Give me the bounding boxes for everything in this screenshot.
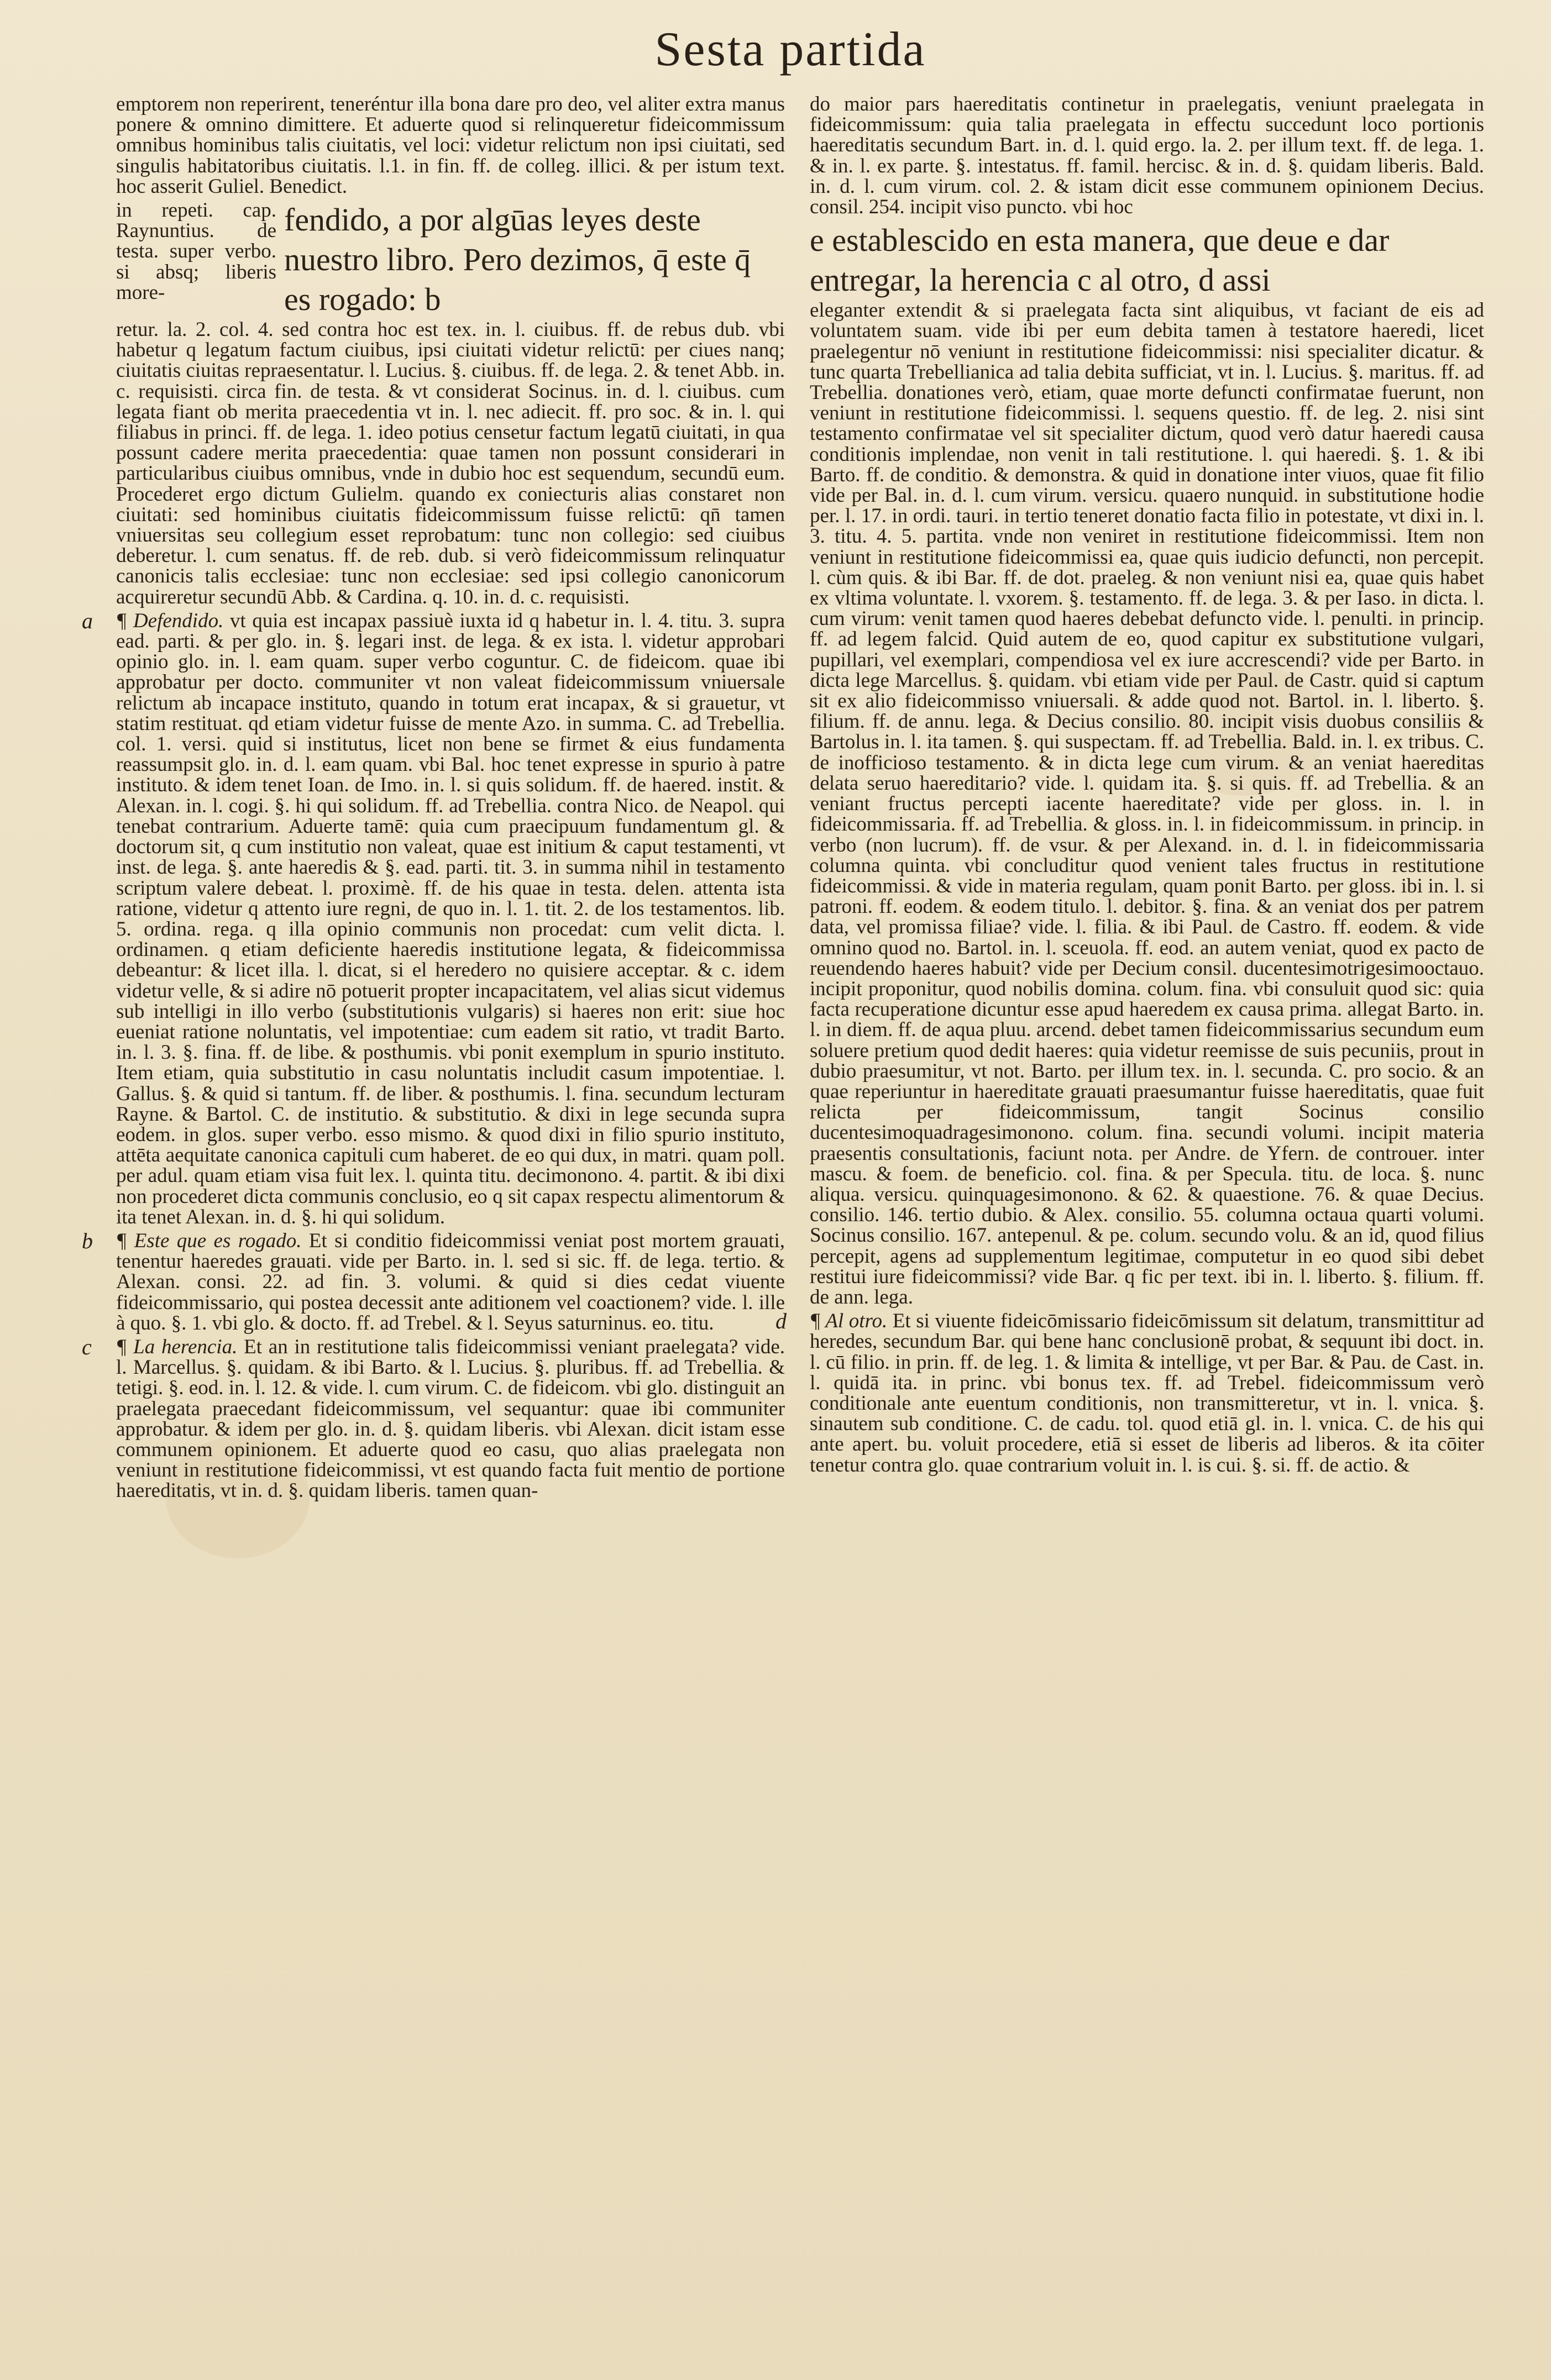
right-column: [776, 93, 1485, 2260]
footnote-text: Et si conditio fideicommissi veniat post mortem grauati, tenentur haeredes grauati. vide per Barto. in. l. sed si sic. ff. de lega. tertio. & Alexan. consi. 22. ad fin. 3. volumi. & quid si dies cedat viuente fideicommissario, qui postea decessit ante aditionem vel coactionem? vide. l. ille à quo. §. 1. vbi glo. & docto. ff. ad Trebel. & l. Seyus saturninus. eo. titu.: [116, 1229, 785, 1335]
footnote-lemma: ¶ Defendido.: [116, 609, 224, 632]
gloss-paragraph: do maior pars haereditatis continetur in praelegatis, veniunt praelegata in fideicommissum: quia talia praelegata in effectu succedunt loco portionis haereditatis secundum Bart. in. d. l. quid ergo. la. 2. per illum text. ff. de lega. 1. & in. l. ex parte. §. intestatus. ff. famil. hercisc. & in. d. §. quidam liberis. Bald. in. d. l. cum virum. col. 2. & istam dicit esse communem opinionem Decius. consil. 254. incipit viso puncto. vbi hoc: [810, 93, 1484, 219]
footnote-label: c: [82, 1334, 92, 1359]
gloss-paragraph: emptorem non reperirent, teneréntur illa bona dare pro deo, vel aliter extra manus ponere & omnino dimittere. Et aduerte quod si relinqueretur fideicommissum omnibus hominibus talis ciuitatis, vel loci: videtur relictum non ipsi ciuitati, sed singulis habitatoribus ciuitatis. l.1. in fin. ff. de colleg. illici. & per istum text. hoc asserit Guliel. Benedict.: [116, 93, 785, 198]
footnote-label: a: [82, 608, 93, 633]
footnote-d: [776, 1309, 1485, 1477]
main-text: e establescido en esta manera, que deue e dar entregar, la herencia c al otro, d assi: [810, 222, 1390, 298]
footnote-c: [82, 1334, 785, 1502]
gloss-paragraph: eleganter extendit & si praelegata facta sint aliquibus, vt faciant de eis ad voluntatem suam. vide ibi per eum debita tamen à testatore haeredi, licet praelegentur nō veniunt in restitutione fideicommissi: nisi specialiter dicatur. & tunc quarta Trebellianica ad talia debita sufficiat, vt in. l. Lucius. §. maritus. ff. ad Trebellia. donationes verò, etiam, quae morte defuncti confirmatae fuerunt, non veniunt in restitutione fideicommissi. l. sequens questio. ff. de leg. 2. nisi sint testamento confirmatae vel sit specialiter dictum, quod verò datur haeredi causa conditionis implendae, non venit in tali restitutione. l. qui haeredi. §. 1. & ibi Barto. ff. de conditio. & demonstra. & quid in donatione inter viuos, quae fit filio vide per Bal. in. d. l. cum virum. versicu. quaero nunquid. in substitutione hodie per. l. 17. in ordi. tauri. in tertio teneret donatio facta filio in potestate, vt dixi in. l. 3. titu. 4. 5. partita. vnde non veniret in restitutione fideicommissi. Item non veniunt in restitutione fideicommissi ea, quae quis iudicio defuncti, non percepit. l. cùm quis. & ibi Bar. ff. de dot. praeleg. & non veniunt nisi ea, quae quis habet ex vltima voluntate. l. vxorem. §. testamento. ff. de lega. 3. & per Iaso. in dicta. l. cum virum: venit tamen quod haeres debebat defuncto vide. l. penulti. in princip. ff. ad legem falcid. Quid autem de eo, quod capitur ex substitutione vulgari, pupillari, vel exemplari, compendiosa vel ex iure accrescendi? vide per Barto. in dicta lege Marcellus. §. quidam. vbi etiam vide per Paul. de Castr. quid si captum sit ex alio fideicommisso vniuersali. & adde quod not. Bartol. in. l. liberto. §. filium. ff. de annu. lega. & Decius consilio. 80. incipit visis duobus consiliis & Bartolus in. l. ita tamen. §. qui suspectam. ff. ad Trebellia. Bald. in. l. ex tribus. C. de inofficioso testamento. & in dicta lege cum virum. & an veniat haereditas delata seruo haereditario? vide. l. quidam ita. §. si quis. ff. ad Trebellia. & an veniant fructus percepti iacente haereditate? vide per gloss. in. l. in fideicommissaria. ff. ad Trebellia. & gloss. in. l. in fideicommissum. in princip. in verbo (non lucrum). ff. de vsur. & per Alexand. in. d. l. in fideicommissaria columna quinta. vbi concluditur quod venient tales fructus in restitutione fideicommissi. & vide in materia regulam, quam ponit Barto. per gloss. ibi in. l. si patroni. ff. eodem. & eodem titulo. l. debitor. §. fina. & an veniat dos per patrem data, vel promissa filiae? vide. l. filia. & ibi Paul. de Castro. ff. eodem. & vide omnino quod no. Bartol. in. l. sceuola. ff. eod. an autem veniat, quod ex pacto de reuendendo haeres habuit? vide per Decium consil. ducentesimotrigesimooctauo. incipit proponitur, quod nobilis domina. colum. fina. vbi consuluit quod sic: quia facta recuperatione dicuntur esse apud haeredem ex causa prima. allegat Barto. in. l. in diem. ff. de aqua pluu. arcend. debet tamen fideicommissarius secundum eum soluere pretium quod dedit haeres: quia videtur reemisse de suis pecuniis, prout in dubio praesumitur, vt not. Barto. per illum tex. in. l. secunda. C. pro socio. & an quae reperiuntur in haereditate grauati praesumantur fuisse haereditatis, quae fuit relicta per fideicommissum, tangit Socinus consilio ducentesimoquadragesimonono. colum. fina. secundi volumi. incipit materia praesentis consultationis, faciunt nota. per Andre. de Yfern. de controuer. inter mascu. & foem. de beneficio. col. fina. & per Specula. titu. de loca. §. nunc aliqua. versicu. quinquagesimonono. & 62. & quaestione. 76. & quae Decius. consilio. 146. tertio dubio. & Alex. consilio. 55. columna octaua quarti volumi. Socinus consilio. 167. antepenul. & pe. colum. secundo volu. & an id, quod filius percepit, agens ad supplementum legitimae, computetur in eo quod sibi debet restitui iure fideicommissi? vide Bar. q fic per text. ibi in. l. liberto. §. filium. ff. de ann. lega.: [810, 299, 1484, 1309]
footnote-lemma: ¶ Al otro.: [810, 1310, 888, 1333]
main-text: fendido, a por algūas leyes deste nuestro libro. Pero dezimos, q̄ este q̄ es rogado: b: [284, 202, 751, 318]
main-text-row: [116, 200, 785, 319]
footnote-lemma: ¶ La herencia.: [116, 1335, 238, 1358]
gloss-paragraph: retur. la. 2. col. 4. sed contra hoc est tex. in. l. ciuibus. ff. de rebus dub. vbi habetur q legatum factum ciuibus, ipsi ciuitati videtur relictū: per ciues nanq; ciuitatis ciuitas repraesentatur. l. Lucius. §. ciuibus. ff. de lega. 2. & tenet Abb. in. c. requisisti. circa fin. de testa. & vt considerat Socinus. in. d. l. ciuibus. cum legata fiant ob merita praecedentia vt in. l. nec adiecit. ff. pro soc. & in. l. qui filiabus in princi. ff. de lega. 1. ideo potius censetur factum legatū ciuitati, in qua possunt cadere merita praecedentia: quae tamen non possunt considerari in particularibus ciuibus omnibus, vnde in dubio hoc est sequendum, secundū eum. Procederet ergo dictum Gulielm. quando ex coniecturis alias constaret non ciuitati: sed hominibus ciuitatis fideicommissum fuisse relictū: qn̄ tamen vniuersitas seu collegium esset reprobatum: tunc non collegio: sed ciuibus deberetur. l. cum senatus. ff. de reb. dub. si verò fideicommissum relinquatur canonicis talis ecclesiae: tunc non ecclesiae: sed ipsi collegio canonicorum acquireretur secundū Abb. & Cardina. q. 10. in. d. c. requisisti.: [116, 318, 785, 608]
footnote-lemma: ¶ Este que es rogado.: [116, 1229, 302, 1252]
footnote-label: d: [776, 1309, 787, 1334]
footnote-text: vt quia est incapax passiuè iuxta id q habetur in. l. 4. titu. 3. supra ead. parti. & per glo. in. §. legari inst. de lega. & ex ista. l. videtur approbari opinio glo. in. l. eam quam. super verbo coguntur. C. de fideicom. quae ibi approbatur per docto. communiter vt non valeat fideicommissum vniuersale relictum ab incapace instituto, quando in totum erat incapax, & si grauetur, vt statim restituat. qd etiam videtur fuisse de mente Azo. in summa. C. ad Trebellia. col. 1. versi. quid si institutus, licet non bene se firmet & eius fundamenta reassumpsit glo. in. d. l. eam quam. vbi Bal. hoc tenet expresse in spurio à patre instituto. & idem tenet Ioan. de Imo. in. l. si quis solidum. ff. de haered. instit. & Alexan. in. l. cogi. §. hi qui solidum. ff. ad Trebellia. contra Nico. de Neapol. qui tenebat contrarium. Aduerte tamē: quia cum praecipuum fundamentum gl. & doctorum sit, q cum institutio non valeat, quae est initium & caput testamenti, vt inst. de lega. §. ante haeredis & §. ead. parti. tit. 3. in summa nihil in testamento scriptum valere debeat. l. proximè. ff. de his quae in testa. delen. attenta ista ratione, videtur q attento iure regni, de quo in. l. 1. tit. 2. de los testamentos. lib. 5. ordina. rega. q illa opinio communis non procedat: cum velit dicta. l. ordinamen. q etiam deficiente haeredis institutione legata, & fideicommissa debeantur: & licet illa. l. dicat, si el heredero no quisiere acceptar. & c. idem videtur velle, & si adire nō potuerit propter incapacitatem, vel alias sicut videmus sub intelligi in illo verbo (substitutionis vulgaris) si haeres non erit: siue hoc eueniat ratione noluntatis, vel impotentiae: cum eadem sit ratio, vt tradit Barto. in. l. 3. §. fina. ff. de libe. & posthumis. vbi ponit exemplum in spurio instituto. Item etiam, quia substitutio in casu noluntatis includit casum impotentiae. l. Gallus. §. & quid si tantum. ff. de liber. & posthumis. l. fina. secundum lecturam Rayne. & Bartol. C. de institutio. & substitutio. & dixi in lege secunda supra eodem. in glos. super verbo. esso mismo. & quod dixi in filio spurio instituto, attēta aequitate canonica capituli cum haberet. de eo qui dux, in matri. quam poll. per adul. quam etiam visa fuit lex. l. quinta titu. decimonono. 4. partit. & ibi dixi non procederet dicta communis conclusio, eo q sit capax respectu alimentorum & ita tenet Alexan. in. d. §. hi qui solidum.: [116, 609, 785, 1228]
side-note: in repeti. cap. Raynuntius. de testa. super verbo. si absq; liberis more-: [116, 199, 276, 304]
footnote-text: Et an in restitutione talis fideicommissi veniant praelegata? vide. l. Marcellus. §. quidam. & ibi Barto. & l. Lucius. §. pluribus. ff. ad Trebellia. & tetigi. §. eod. in. l. 12. & vide. l. cum virum. C. de fideicom. vbi glo. distinguit an praelegata praecedant fideicommissum, vel sequantur: quae ibi communiter approbatur. & idem per glo. in. d. §. quidam liberis. vbi Alexan. dicit istam esse communem opinionem. Et aduerte quod eo casu, quo alias praelegata non veniunt in restitutione fideicommissi, vt est quando facta fuit mentio de portione haereditatis, vt in. d. §. quidam liberis. tamen quan-: [116, 1335, 785, 1502]
footnote-a: [82, 608, 785, 1228]
left-column: [82, 93, 785, 2260]
footnote-text: Et si viuente fideicōmissario fideicōmissum sit delatum, transmittitur ad heredes, secundum Bar. qui bene hanc conclusionē probat, & sequunt ibi doct. in. l. cū filio. in prin. ff. de leg. 1. & limita & intellige, vt per Bar. & Pau. de Cast. in. l. quidā ita. in princ. vbi bonus tex. ff. ad Trebel. fideicommissum verò conditionale ante euentum conditionis, non transmitteretur, vt in. l. vnica. §. sinautem sub conditione. C. de cadu. tol. quod etiā gl. in. l. vnica. C. de his qui ante apert. bu. voluit procedere, etiā si esset de liberis ad liberos. & ita cōiter tenetur contra glo. quae contrarium voluit in. l. is cui. §. si. ff. de actio. &: [810, 1310, 1485, 1477]
running-header: Sesta partida: [654, 23, 926, 76]
footnote-b: [82, 1228, 785, 1335]
main-text-row: [810, 220, 1484, 300]
footnote-label: b: [82, 1228, 93, 1253]
